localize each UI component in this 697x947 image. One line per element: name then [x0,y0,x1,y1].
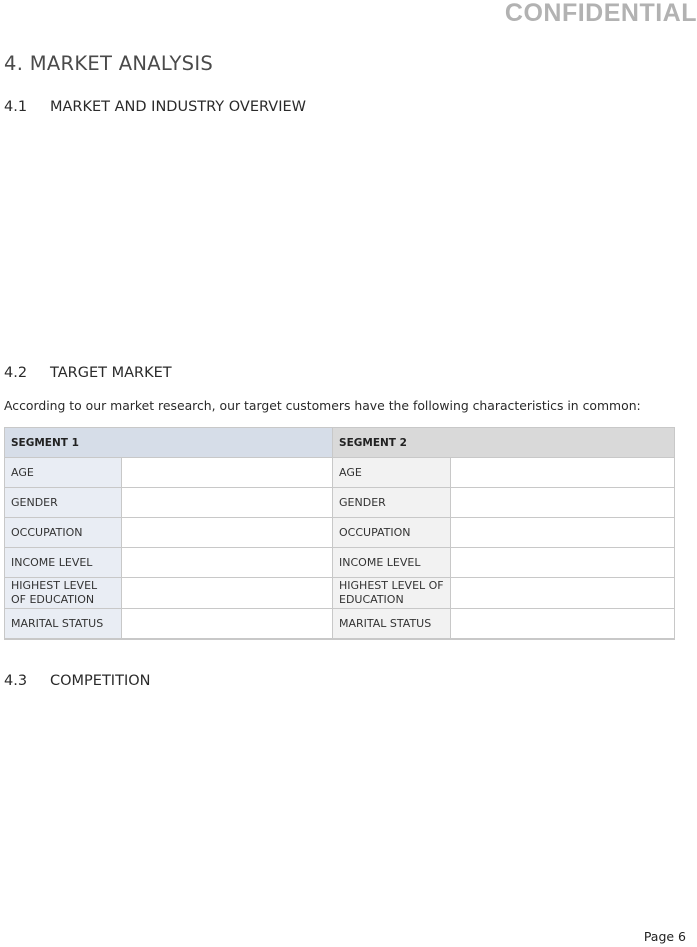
section-title: 4. MARKET ANALYSIS [4,52,214,75]
table-row [5,578,675,609]
segment-2-header: SEGMENT 2 [333,428,675,458]
subsection-heading-4-2 [4,364,172,382]
table-row [5,609,675,640]
segment-2-value-cell[interactable] [451,578,675,609]
table-row [5,488,675,518]
segment-1-label: INCOME LEVEL [5,548,122,578]
segment-2-label: OCCUPATION [333,518,451,548]
target-market-intro: According to our market research, our target customers have the following characteristics in common: [4,398,641,413]
subsection-heading-4-1 [4,98,306,116]
segment-1-label: OCCUPATION [5,518,122,548]
segment-table [4,427,675,640]
segment-2-label: GENDER [333,488,451,518]
segment-2-value-cell[interactable] [451,518,675,548]
segment-2-label: MARITAL STATUS [333,609,451,640]
subsection-title: COMPETITION [50,673,151,689]
segment-1-label: HIGHEST LEVEL OF EDUCATION [5,578,122,609]
segment-2-label: INCOME LEVEL [333,548,451,578]
segment-1-value-cell[interactable] [122,578,333,609]
segment-2-value-cell[interactable] [451,609,675,640]
table-row [5,458,675,488]
subsection-title: TARGET MARKET [50,365,172,381]
page-number: Page 6 [643,929,686,944]
table-row [5,518,675,548]
segment-1-value-cell[interactable] [122,458,333,488]
subsection-number: 4.2 [4,365,28,381]
subsection-number: 4.3 [4,673,28,689]
segment-1-label: MARITAL STATUS [5,609,122,640]
subsection-number: 4.1 [4,99,28,115]
segment-2-value-cell[interactable] [451,488,675,518]
segment-2-label: AGE [333,458,451,488]
segment-2-label: HIGHEST LEVEL OF EDUCATION [333,578,451,609]
subsection-title: MARKET AND INDUSTRY OVERVIEW [50,99,306,115]
segment-1-value-cell[interactable] [122,518,333,548]
segment-1-header: SEGMENT 1 [5,428,333,458]
segment-2-value-cell[interactable] [451,548,675,578]
segment-1-label: AGE [5,458,122,488]
segment-2-value-cell[interactable] [451,458,675,488]
segment-1-value-cell[interactable] [122,488,333,518]
segment-1-value-cell[interactable] [122,609,333,640]
segment-1-value-cell[interactable] [122,548,333,578]
segment-1-label: GENDER [5,488,122,518]
confidential-label: CONFIDENTIAL [504,0,697,27]
subsection-heading-4-3 [4,672,150,690]
table-row [5,548,675,578]
